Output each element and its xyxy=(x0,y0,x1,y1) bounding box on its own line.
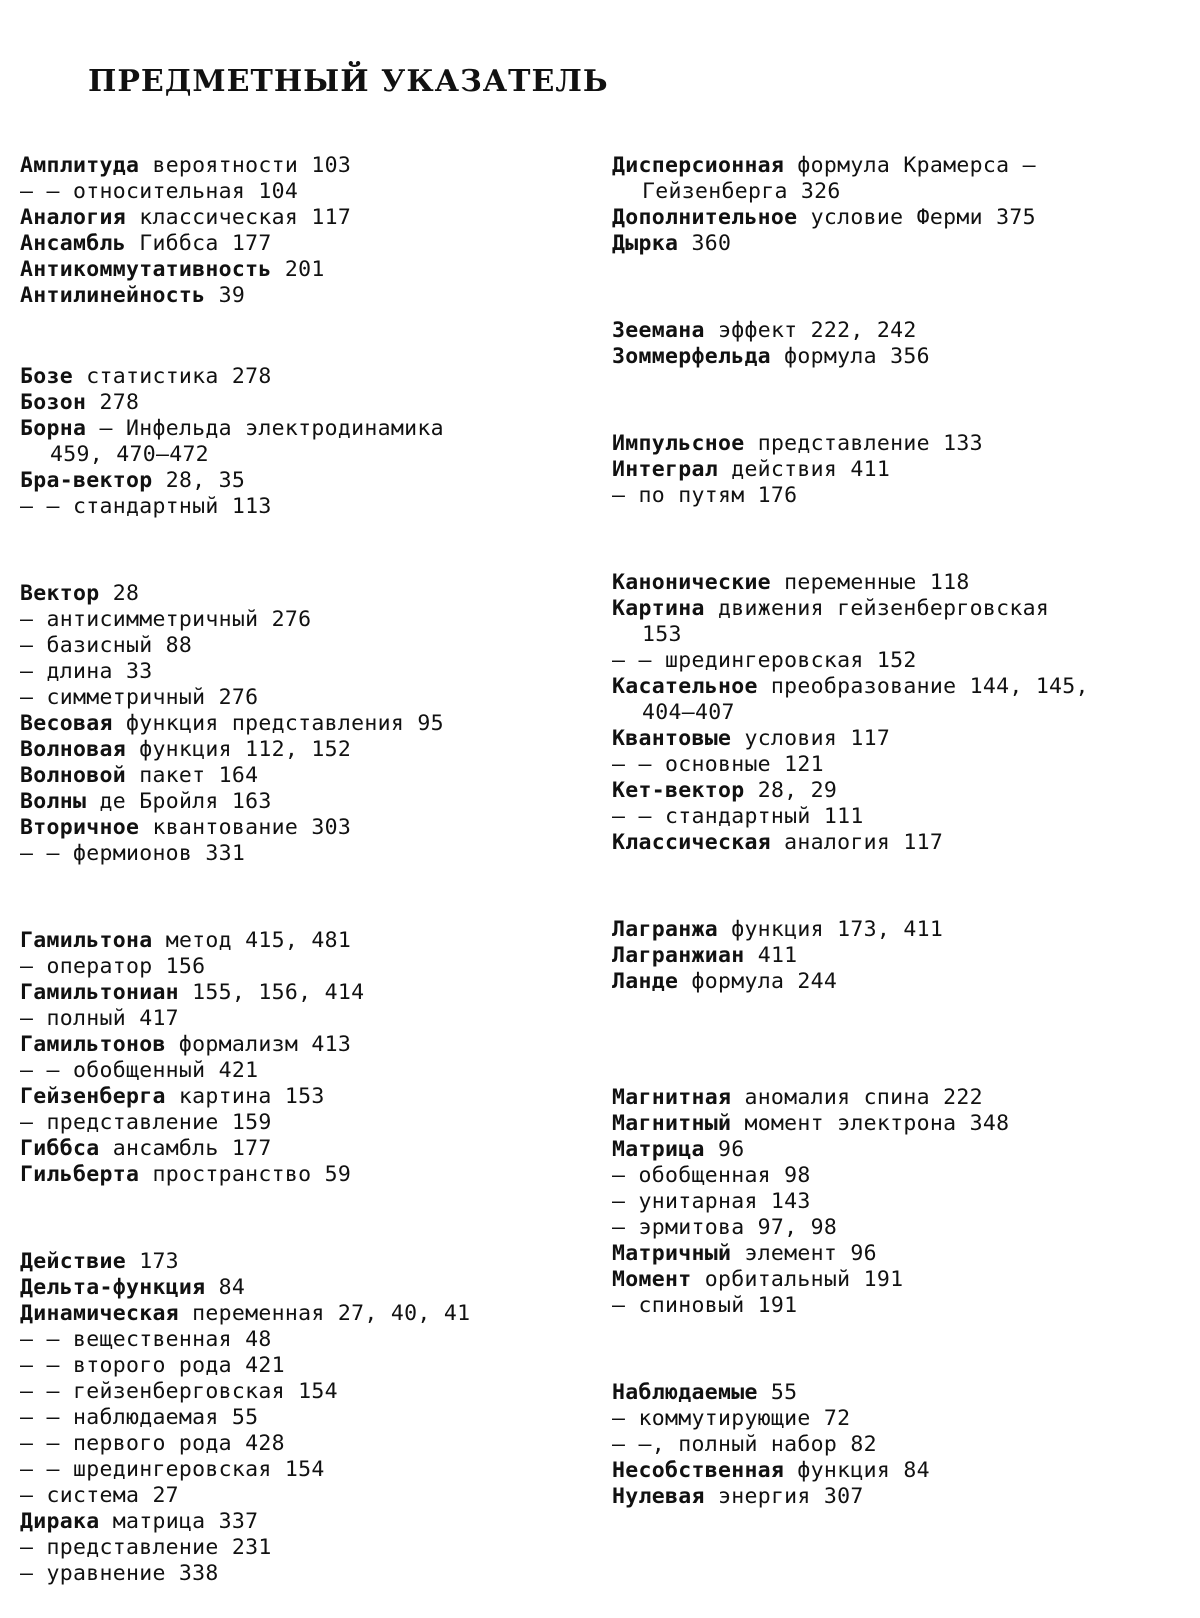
index-entry: Динамическая переменная 27, 40, 41 xyxy=(20,1301,471,1326)
index-head-word: Дельта-функция xyxy=(20,1275,206,1300)
index-entry: — — обобщенный 421 xyxy=(20,1058,259,1083)
index-entry: Лагранжиан 411 xyxy=(612,943,798,968)
index-entry: Кет-вектор 28, 29 xyxy=(612,778,838,803)
index-head-word: Лагранжа xyxy=(612,917,718,942)
index-entry: Волны де Бройля 163 xyxy=(20,789,272,814)
index-head-word: Лагранжиан xyxy=(612,943,745,968)
index-head-word: Амплитуда xyxy=(20,153,140,178)
index-entry: — система 27 xyxy=(20,1483,179,1508)
index-entry: Касательное преобразование 144, 145, xyxy=(612,674,1089,699)
index-entry: — — первого рода 428 xyxy=(20,1431,285,1456)
index-entry: — — стандартный 111 xyxy=(612,804,864,829)
index-entry: — — основные 121 xyxy=(612,752,824,777)
index-entry: Гейзенберга картина 153 xyxy=(20,1084,325,1109)
index-entry: — — вещественная 48 xyxy=(20,1327,272,1352)
index-entry: Бозон 278 xyxy=(20,390,140,415)
index-entry: — коммутирующие 72 xyxy=(612,1406,851,1431)
index-entry: Магнитный момент электрона 348 xyxy=(612,1111,1010,1136)
index-head-word: Квантовые xyxy=(612,726,732,751)
index-entry: — по путям 176 xyxy=(612,483,798,508)
index-head-word: Антикоммутативность xyxy=(20,257,272,282)
index-entry: — спиновый 191 xyxy=(612,1293,798,1318)
index-entry: Классическая аналогия 117 xyxy=(612,830,944,855)
index-entry: Квантовые условия 117 xyxy=(612,726,891,751)
index-entry: Момент орбитальный 191 xyxy=(612,1267,904,1292)
index-head-word: Наблюдаемые xyxy=(612,1380,758,1405)
index-entry: — полный 417 xyxy=(20,1006,179,1031)
index-entry: Зеемана эффект 222, 242 xyxy=(612,318,917,343)
index-entry: Матрица 96 xyxy=(612,1137,745,1162)
index-entry-continuation: Гейзенберга 326 xyxy=(642,179,841,204)
index-entry: Ланде формула 244 xyxy=(612,969,838,994)
index-entry: Лагранжа функция 173, 411 xyxy=(612,917,944,942)
index-entry: — представление 159 xyxy=(20,1110,272,1135)
index-entry: Весовая функция представления 95 xyxy=(20,711,444,736)
index-group-К xyxy=(612,570,1182,856)
page-title: ПРЕДМЕТНЫЙ УКАЗАТЕЛЬ xyxy=(88,64,609,99)
index-entry: Амплитуда вероятности 103 xyxy=(20,153,352,178)
index-head-word: Волновая xyxy=(20,737,126,762)
index-group-Г xyxy=(20,928,580,1188)
index-entry: — — относительная 104 xyxy=(20,179,299,204)
index-head-word: Антилинейность xyxy=(20,283,206,308)
index-head-word: Дополнительное xyxy=(612,205,798,230)
index-entry: Борна — Инфельда электродинамика xyxy=(20,416,444,441)
index-entry: — длина 33 xyxy=(20,659,153,684)
index-group-З xyxy=(612,318,1182,370)
index-head-word: Момент xyxy=(612,1267,692,1292)
index-entry: Дополнительное условие Ферми 375 xyxy=(612,205,1036,230)
index-entry: — представление 231 xyxy=(20,1535,272,1560)
index-entry: — обобщенная 98 xyxy=(612,1163,811,1188)
index-group-М xyxy=(612,1085,1182,1319)
index-group-Н xyxy=(612,1380,1182,1510)
index-entry: Вектор 28 xyxy=(20,581,140,606)
index-entry: — унитарная 143 xyxy=(612,1189,811,1214)
index-entry: — уравнение 338 xyxy=(20,1561,219,1586)
index-entry: Ансамбль Гиббса 177 xyxy=(20,231,272,256)
index-entry: Гиббса ансамбль 177 xyxy=(20,1136,272,1161)
index-head-word: Динамическая xyxy=(20,1301,179,1326)
index-head-word: Несобственная xyxy=(612,1458,785,1483)
index-head-word: Импульсное xyxy=(612,431,745,456)
index-head-word: Аналогия xyxy=(20,205,126,230)
index-entry: Бозе статистика 278 xyxy=(20,364,272,389)
index-head-word: Кет-вектор xyxy=(612,778,745,803)
index-group-Д xyxy=(612,153,1182,257)
index-head-word: Матрица xyxy=(612,1137,705,1162)
index-entry: — базисный 88 xyxy=(20,633,193,658)
index-entry: — оператор 156 xyxy=(20,954,206,979)
index-head-word: Бозе xyxy=(20,364,73,389)
index-head-word: Касательное xyxy=(612,674,758,699)
index-entry: — эрмитова 97, 98 xyxy=(612,1215,838,1240)
index-head-word: Дырка xyxy=(612,231,679,256)
index-head-word: Весовая xyxy=(20,711,113,736)
index-head-word: Магнитная xyxy=(612,1085,732,1110)
index-entry: Нулевая энергия 307 xyxy=(612,1484,864,1509)
index-head-word: Вторичное xyxy=(20,815,140,840)
index-entry: Гамильтонов формализм 413 xyxy=(20,1032,352,1057)
index-entry: Аналогия классическая 117 xyxy=(20,205,352,230)
index-entry: Антилинейность 39 xyxy=(20,283,246,308)
index-head-word: Волновой xyxy=(20,763,126,788)
index-entry: Волновая функция 112, 152 xyxy=(20,737,352,762)
index-entry: Матричный элемент 96 xyxy=(612,1241,877,1266)
index-entry: — — шредингеровская 152 xyxy=(612,648,917,673)
index-entry: Зоммерфельда формула 356 xyxy=(612,344,930,369)
index-entry-continuation: 404—407 xyxy=(642,700,735,725)
index-head-word: Ансамбль xyxy=(20,231,126,256)
index-entry: Дирака матрица 337 xyxy=(20,1509,259,1534)
index-head-word: Классическая xyxy=(612,830,771,855)
index-head-word: Гамильтонов xyxy=(20,1032,166,1057)
index-head-word: Действие xyxy=(20,1249,126,1274)
index-head-word: Бозон xyxy=(20,390,87,415)
index-head-word: Матричный xyxy=(612,1241,732,1266)
index-head-word: Нулевая xyxy=(612,1484,705,1509)
index-head-word: Гильберта xyxy=(20,1162,140,1187)
index-group-Л xyxy=(612,917,1182,995)
index-head-word: Гиббса xyxy=(20,1136,100,1161)
index-column-right xyxy=(612,153,1182,1510)
index-head-word: Картина xyxy=(612,596,705,621)
index-entry: — —, полный набор 82 xyxy=(612,1432,877,1457)
index-entry: Дисперсионная формула Крамерса — xyxy=(612,153,1036,178)
index-entry: Дырка 360 xyxy=(612,231,732,256)
index-entry-continuation: 153 xyxy=(642,622,682,647)
index-entry: Гамильтона метод 415, 481 xyxy=(20,928,352,953)
index-column-left xyxy=(20,153,580,1587)
index-entry: — — второго рода 421 xyxy=(20,1353,285,1378)
index-head-word: Гамильтона xyxy=(20,928,153,953)
index-head-word: Дирака xyxy=(20,1509,100,1534)
index-entry: Гильберта пространство 59 xyxy=(20,1162,352,1187)
index-entry: Дельта-функция 84 xyxy=(20,1275,246,1300)
index-entry: Бра-вектор 28, 35 xyxy=(20,468,246,493)
index-entry: — симметричный 276 xyxy=(20,685,259,710)
index-entry: Магнитная аномалия спина 222 xyxy=(612,1085,983,1110)
index-entry: Интеграл действия 411 xyxy=(612,457,891,482)
index-group-А xyxy=(20,153,580,309)
index-entry: Несобственная функция 84 xyxy=(612,1458,930,1483)
index-entry-continuation: 459, 470—472 xyxy=(50,442,209,467)
index-entry: Гамильтониан 155, 156, 414 xyxy=(20,980,365,1005)
index-entry: Волновой пакет 164 xyxy=(20,763,259,788)
index-entry: Картина движения гейзенберговская xyxy=(612,596,1050,621)
index-head-word: Борна xyxy=(20,416,87,441)
index-entry: — — шредингеровская 154 xyxy=(20,1457,325,1482)
index-entry: Наблюдаемые 55 xyxy=(612,1380,798,1405)
index-entry: — — стандартный 113 xyxy=(20,494,272,519)
index-group-В xyxy=(20,581,580,867)
index-entry: — — наблюдаемая 55 xyxy=(20,1405,259,1430)
index-entry: — — гейзенберговская 154 xyxy=(20,1379,338,1404)
index-group-Д xyxy=(20,1249,580,1587)
index-entry: Импульсное представление 133 xyxy=(612,431,983,456)
index-head-word: Бра-вектор xyxy=(20,468,153,493)
index-entry: — антисимметричный 276 xyxy=(20,607,312,632)
index-entry: Канонические переменные 118 xyxy=(612,570,970,595)
index-head-word: Интеграл xyxy=(612,457,718,482)
index-head-word: Магнитный xyxy=(612,1111,732,1136)
index-head-word: Дисперсионная xyxy=(612,153,785,178)
index-head-word: Ланде xyxy=(612,969,679,994)
index-group-Б xyxy=(20,364,580,520)
index-entry: Антикоммутативность 201 xyxy=(20,257,325,282)
index-entry: Действие 173 xyxy=(20,1249,179,1274)
index-entry: — — фермионов 331 xyxy=(20,841,246,866)
index-head-word: Вектор xyxy=(20,581,100,606)
index-group-И xyxy=(612,431,1182,509)
index-head-word: Зоммерфельда xyxy=(612,344,771,369)
index-head-word: Волны xyxy=(20,789,87,814)
index-head-word: Канонические xyxy=(612,570,771,595)
index-head-word: Гамильтониан xyxy=(20,980,179,1005)
index-head-word: Гейзенберга xyxy=(20,1084,166,1109)
index-entry: Вторичное квантование 303 xyxy=(20,815,352,840)
index-head-word: Зеемана xyxy=(612,318,705,343)
